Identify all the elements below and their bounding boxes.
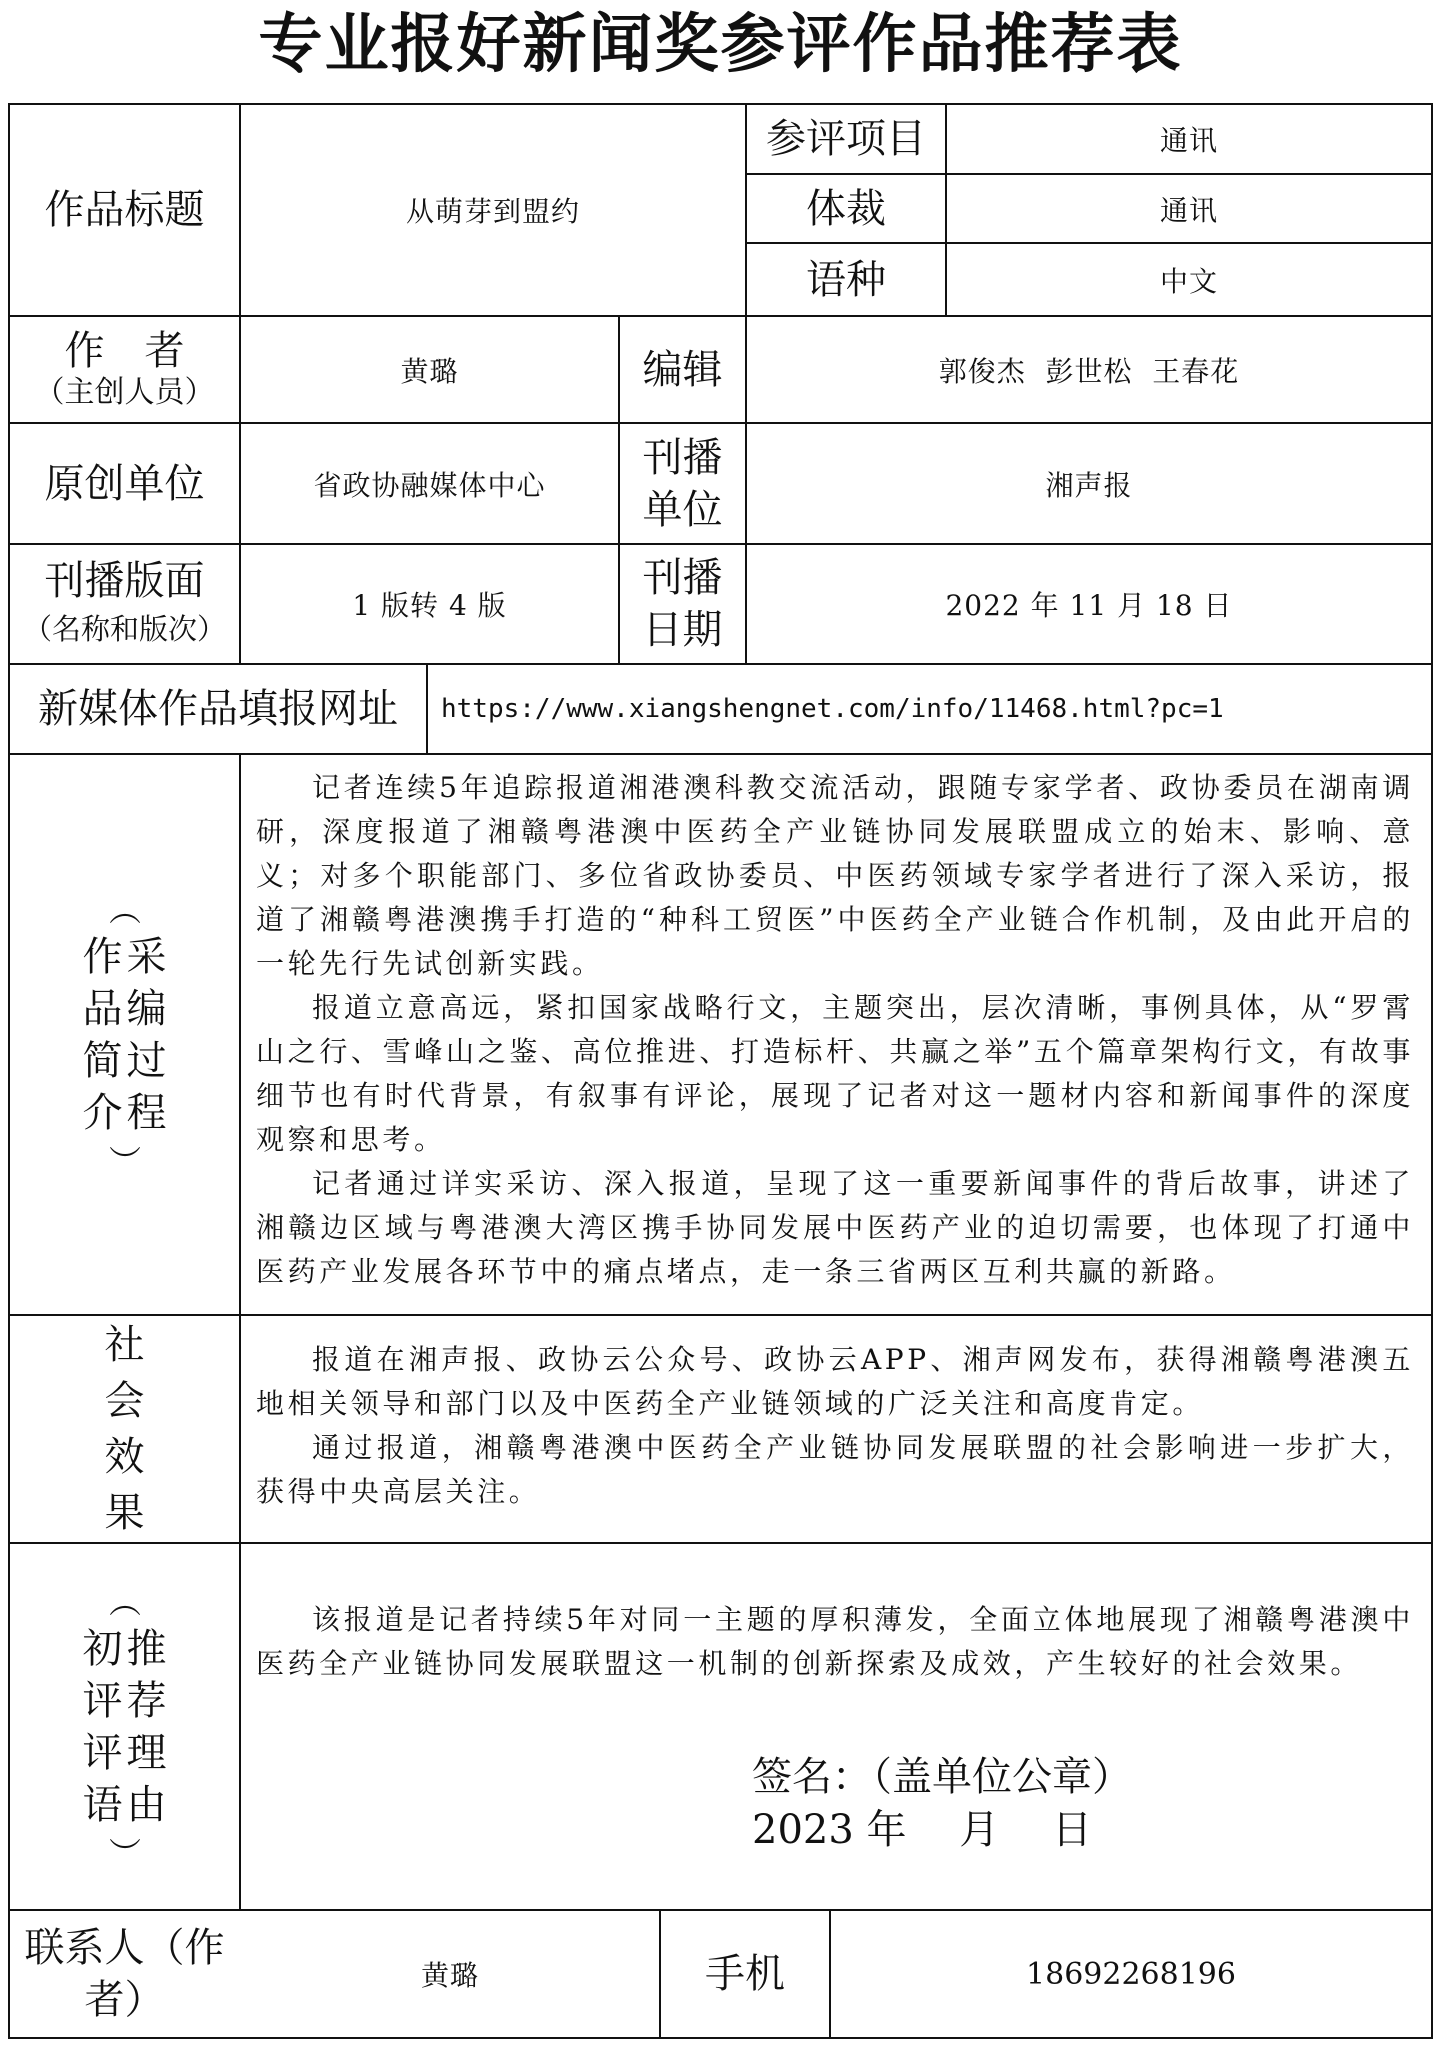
contact-value: 黄璐 [420, 1959, 479, 1992]
work-title-value: 从萌芽到盟约 [405, 195, 580, 228]
phone-label: 手机 [705, 1951, 785, 1997]
effect-content [256, 1338, 1414, 1514]
effect-label: 社 会 效 果 [104, 1322, 145, 1536]
genre-value: 通讯 [1159, 193, 1218, 227]
url-label: 新媒体作品填报网址 [38, 686, 398, 732]
review-label: （ 初评评语 推荐理由 ） [82, 1584, 167, 1869]
origin-unit-value: 省政协融媒体中心 [313, 468, 546, 502]
work-title-label: 作品标题 [44, 187, 205, 233]
origin-unit-label: 原创单位 [44, 460, 205, 507]
url-link[interactable]: https://www.xiangshengnet.com/info/11468.html?pc=1 [441, 694, 1224, 724]
review-label-col2: 推荐理由 [126, 1625, 167, 1828]
language-value: 中文 [1159, 264, 1218, 298]
layout-value: 1 版转 4 版 [352, 589, 507, 622]
editor-label: 编辑 [642, 346, 723, 393]
phone-value: 18692268196 [1026, 1956, 1236, 1992]
process-content [256, 766, 1414, 1294]
language-label: 语种 [806, 256, 886, 303]
process-label-col1: 作品简介 [82, 933, 123, 1136]
editor-value: 郭俊杰 彭世松 王春花 [938, 354, 1240, 388]
signature: 签名：（盖单位公章） [752, 1754, 1132, 1800]
author-value: 黄璐 [400, 354, 459, 388]
effect-paragraph: 报道在湘声报、政协云公众号、政协云APP、湘声网发布，获得湘赣粤港澳五地相关领导和部门以及中医药全产业链领域的广泛关注和高度肯定。 [256, 1343, 1414, 1420]
publish-unit-label: 刊播 单位 [642, 434, 723, 533]
review-label-col1: 初评评语 [82, 1625, 123, 1828]
publish-date-label: 刊播 日期 [642, 555, 723, 653]
category-value: 通讯 [1159, 124, 1218, 157]
review-content [256, 1598, 1414, 1686]
publish-unit-value: 湘声报 [1045, 468, 1133, 502]
form-title: 专业报好新闻奖参评作品推荐表 [258, 7, 1183, 82]
process-paragraph: 记者连续5年追踪报道湘港澳科教交流活动，跟随专家学者、政协委员在湖南调研，深度报道了湘赣粤港澳中医药全产业链协同发展联盟成立的始末、影响、意义；对多个职能部门、多位省政协委员、中医药领域专家学者进行了深入采访，报道了湘赣粤港澳携手打造的“种科工贸医”中医药全产业链合作机制，及由此开启的一轮先行先试创新实践。 [256, 771, 1414, 980]
contact-label: 联系人（作 者） [24, 1925, 225, 2023]
url-value[interactable] [427, 664, 1432, 754]
process-label: （ 作品简介 采编过程 ） [82, 892, 167, 1177]
layout-label: 刊播版面 （名称和版次） [22, 558, 226, 646]
author-label: 作 者 （主创人员） [34, 327, 215, 410]
process-paragraph: 报道立意高远，紧扣国家战略行文，主题突出，层次清晰，事例具体，从“罗霄山之行、雪峰山之鉴、高位推进、打造标杆、共赢之举”五个篇章架构行文，有故事细节也有时代背景，有叙事有评论，展现了记者对这一题材内容和新闻事件的深度观察和思考。 [256, 991, 1414, 1156]
process-label-col2: 采编过程 [126, 933, 167, 1136]
process-paragraph: 记者通过详实采访、深入报道，呈现了这一重要新闻事件的背后故事，讲述了湘赣边区域与粤港澳大湾区携手协同发展中医药产业的迫切需要，也体现了打通中医药产业发展各环节中的痛点堵点，走一条三省两区互利共赢的新路。 [256, 1167, 1414, 1288]
genre-label: 体裁 [806, 185, 886, 232]
category-label: 参评项目 [766, 116, 926, 162]
sign-date: 2023 年 月 日 [752, 1807, 1092, 1853]
effect-paragraph: 通过报道，湘赣粤港澳中医药全产业链协同发展联盟的社会影响进一步扩大，获得中央高层关注。 [256, 1431, 1414, 1508]
publish-date-value: 2022 年 11 月 18 日 [945, 589, 1233, 622]
review-paragraph: 该报道是记者持续5年对同一主题的厚积薄发，全面立体地展现了湘赣粤港澳中医药全产业链协同发展联盟这一机制的创新探索及成效，产生较好的社会效果。 [256, 1603, 1414, 1680]
